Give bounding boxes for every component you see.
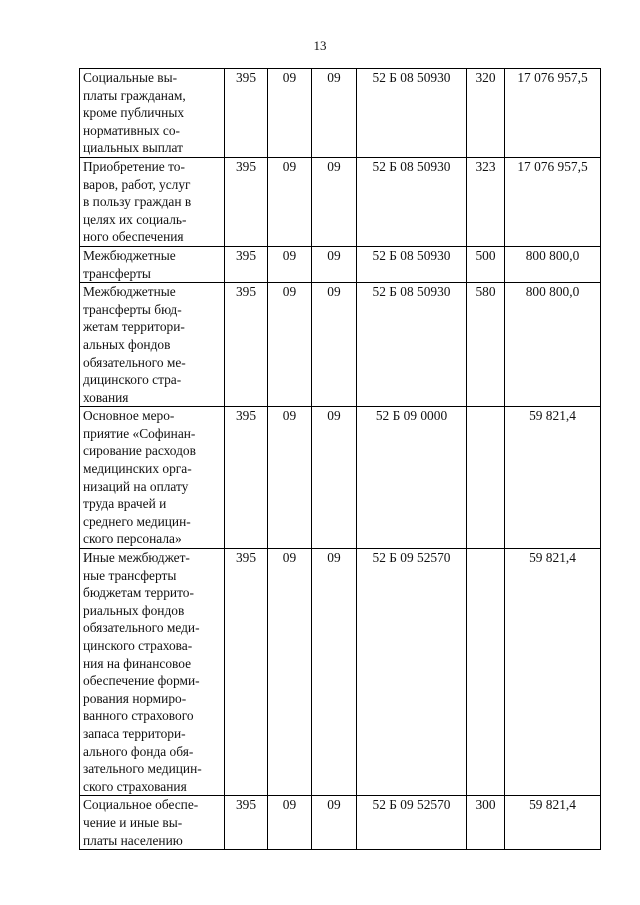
ved-cell: 395 xyxy=(225,246,268,282)
expense-type-cell xyxy=(467,549,505,796)
row-name-cell xyxy=(80,549,225,796)
subsection-cell: 09 xyxy=(312,157,357,246)
subsection-cell: 09 xyxy=(312,283,357,407)
ved-cell: 395 xyxy=(225,549,268,796)
row-name: Основное меро- приятие «Софинан- сирование расходов медицинских орга- низаций на оплату труда врачей и среднего медицин- ского персонала» xyxy=(83,408,196,547)
page-number: 13 xyxy=(313,38,327,53)
section-cell: 09 xyxy=(268,549,312,796)
target-article-cell: 52 Б 08 50930 xyxy=(357,283,467,407)
ved-cell: 395 xyxy=(225,407,268,549)
target-article-cell: 52 Б 08 50930 xyxy=(357,69,467,158)
section-cell: 09 xyxy=(268,407,312,549)
table-row xyxy=(80,69,601,158)
ved-cell: 395 xyxy=(225,69,268,158)
section-cell: 09 xyxy=(268,69,312,158)
table-row xyxy=(80,407,601,549)
amount-cell: 17 076 957,5 xyxy=(505,157,601,246)
target-article-cell: 52 Б 09 52570 xyxy=(357,796,467,850)
row-name-cell xyxy=(80,157,225,246)
ved-cell: 395 xyxy=(225,157,268,246)
subsection-cell: 09 xyxy=(312,796,357,850)
expense-type-cell: 300 xyxy=(467,796,505,850)
amount-cell: 17 076 957,5 xyxy=(505,69,601,158)
row-name: Межбюджетные трансферты xyxy=(83,247,176,281)
table-row xyxy=(80,246,601,282)
row-name-cell xyxy=(80,796,225,850)
ved-cell: 395 xyxy=(225,796,268,850)
subsection-cell: 09 xyxy=(312,407,357,549)
subsection-cell: 09 xyxy=(312,246,357,282)
target-article-cell: 52 Б 08 50930 xyxy=(357,246,467,282)
row-name-cell xyxy=(80,69,225,158)
section-cell: 09 xyxy=(268,157,312,246)
budget-table xyxy=(79,68,601,850)
section-cell: 09 xyxy=(268,246,312,282)
target-article-cell: 52 Б 08 50930 xyxy=(357,157,467,246)
row-name: Социальные вы- платы гражданам, кроме публичных нормативных со- циальных выплат xyxy=(83,70,186,156)
target-article-cell: 52 Б 09 0000 xyxy=(357,407,467,549)
amount-cell: 59 821,4 xyxy=(505,796,601,850)
expense-type-cell: 323 xyxy=(467,157,505,246)
row-name: Социальное обеспе- чение и иные вы- платы населению xyxy=(83,797,199,848)
expense-type-cell: 580 xyxy=(467,283,505,407)
row-name: Приобретение то- варов, работ, услуг в пользу граждан в целях их социаль- ного обеспечения xyxy=(83,158,192,245)
expense-type-cell xyxy=(467,407,505,549)
expense-type-cell: 320 xyxy=(467,69,505,158)
section-cell: 09 xyxy=(268,796,312,850)
amount-cell: 800 800,0 xyxy=(505,283,601,407)
amount-cell: 59 821,4 xyxy=(505,549,601,796)
row-name-cell xyxy=(80,246,225,282)
target-article-cell: 52 Б 09 52570 xyxy=(357,549,467,796)
expense-type-cell: 500 xyxy=(467,246,505,282)
row-name-cell xyxy=(80,283,225,407)
row-name: Межбюджетные трансферты бюд- жетам территори- альных фондов обязательного ме- дицинского стра- хования xyxy=(83,284,186,405)
table-row xyxy=(80,549,601,796)
row-name: Иные межбюджет- ные трансферты бюджетам террито- риальных фондов обязательного меди- цинского страхова- ния на финансовое обеспечение форми- рования нормиро- ванного страхового запаса территори- ального фонда обя- зательного медицин- ского страхования xyxy=(83,550,202,794)
table-row xyxy=(80,796,601,850)
section-cell: 09 xyxy=(268,283,312,407)
amount-cell: 800 800,0 xyxy=(505,246,601,282)
row-name-cell xyxy=(80,407,225,549)
amount-cell: 59 821,4 xyxy=(505,407,601,549)
subsection-cell: 09 xyxy=(312,69,357,158)
subsection-cell: 09 xyxy=(312,549,357,796)
table-row xyxy=(80,283,601,407)
table-row xyxy=(80,157,601,246)
ved-cell: 395 xyxy=(225,283,268,407)
